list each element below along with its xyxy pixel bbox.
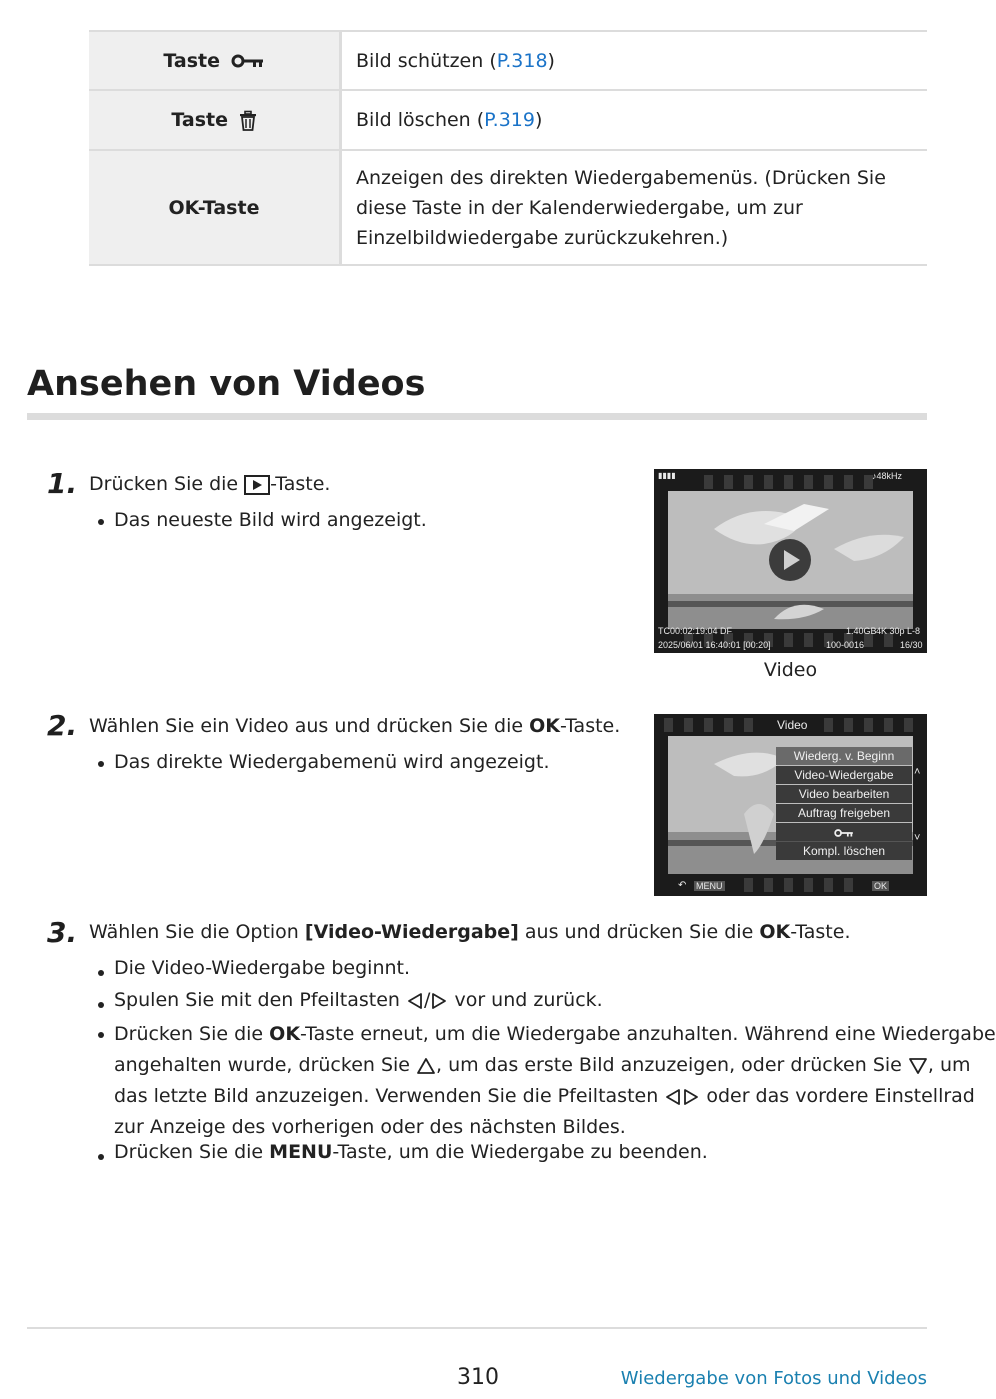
key-label: OK — [168, 196, 198, 219]
step-text-pre: Wählen Sie die Option — [89, 921, 305, 943]
chapter-title-link[interactable]: Wiedergabe von Fotos und Videos — [620, 1368, 927, 1389]
step-text-post: -Taste. — [559, 715, 621, 737]
menu-item[interactable]: Video-Wiedergabe — [776, 766, 912, 784]
bullet-text: vor und zurück. — [448, 989, 603, 1011]
step-text — [89, 921, 850, 943]
timecode: TC00:02:19:04 DF — [658, 626, 733, 636]
option-label: [Video-Wiedergabe] — [304, 921, 519, 943]
table-row — [89, 90, 927, 150]
table-row — [89, 31, 927, 90]
file-number: 100-0016 — [826, 640, 865, 650]
key-function-table — [89, 30, 927, 266]
audio-indicator: ♪48kHz — [872, 471, 903, 481]
bullet-text: , um — [927, 1054, 971, 1076]
page-number: 310 — [457, 1365, 499, 1390]
frame-count: 16/30 — [900, 640, 923, 650]
key-cell — [89, 150, 341, 265]
bullet-text: Spulen Sie mit den Pfeiltasten — [114, 989, 406, 1011]
right-arrow-icon — [682, 1088, 700, 1106]
battery-indicator: ▮▮▮▮ — [658, 471, 676, 480]
step-text-mid: aus und drücken Sie die — [518, 921, 760, 943]
step-text-post: -Taste. — [790, 921, 851, 943]
list-item: Das direkte Wiedergabemenü wird angezeigt. — [94, 747, 549, 778]
menu-item-protect[interactable] — [776, 823, 912, 841]
scroll-up-icon: ˄ — [914, 766, 921, 778]
desc-tail: ) — [547, 49, 555, 72]
desc-cell — [341, 31, 928, 90]
step-text-pre: Drücken Sie die — [89, 473, 245, 495]
bullet-text: -Taste, um die Wiedergabe zu beenden. — [332, 1141, 708, 1163]
key-cell — [89, 31, 341, 90]
list-item: Das neueste Bild wird angezeigt. — [94, 505, 427, 536]
desc-text: Bild löschen ( — [356, 109, 485, 131]
left-arrow-icon — [406, 992, 424, 1010]
left-arrow-icon — [664, 1088, 682, 1106]
bullet-line — [114, 1019, 996, 1050]
step-number: 1. — [47, 467, 78, 500]
bullet-line — [114, 1081, 996, 1112]
ok-key-label: OK — [529, 715, 560, 737]
scroll-down-icon: ˅ — [914, 832, 921, 844]
bullet-text: das letzte Bild anzuzeigen. Verwenden Sie die Pfeiltasten — [114, 1085, 665, 1107]
date-time: 2025/06/01 16:40:01 [00:20] — [658, 640, 771, 650]
menu-button-hint: MENU — [696, 881, 723, 891]
step-text-pre: Wählen Sie ein Video aus und drücken Sie die — [89, 715, 530, 737]
list-item: Die Video-Wiedergabe beginnt. — [94, 957, 410, 979]
trash-icon — [239, 111, 257, 131]
down-arrow-icon — [908, 1057, 928, 1075]
table-row — [89, 150, 927, 265]
menu-title: Video — [777, 718, 808, 732]
bullet-text: -Taste erneut, um die Wiedergabe anzuhalten. Während eine Wiedergabe — [300, 1023, 996, 1045]
step-number: 2. — [47, 709, 78, 742]
key-protect-icon — [231, 53, 265, 69]
screen-caption: Video — [763, 659, 818, 681]
menu-key-label: MENU — [269, 1141, 333, 1163]
back-icon: ↶ — [678, 880, 687, 891]
bullet-text: oder das vordere Einstellrad — [700, 1085, 975, 1107]
key-label: Taste — [171, 109, 228, 131]
file-size: 1.40GB — [846, 626, 877, 636]
step-text — [89, 715, 620, 737]
list-item — [94, 989, 603, 1011]
step-text-post: -Taste. — [270, 473, 331, 495]
step-bullets — [94, 505, 427, 536]
playback-icon — [244, 475, 270, 495]
desc-cell: Anzeigen des direkten Wiedergabemenüs. (Drücken Sie diese Taste in der Kalenderwiedergabe, um zur Einzelbildwiedergabe zurückzukehren.) — [341, 150, 928, 265]
desc-text: Bild schützen ( — [356, 49, 497, 72]
camera-video-screen — [654, 469, 927, 653]
ok-key-label: OK — [759, 921, 791, 943]
video-format: 4K 30p L-8 — [876, 626, 921, 636]
separator: / — [424, 989, 431, 1011]
menu-item[interactable]: Wiederg. v. Beginn — [776, 747, 912, 765]
page-ref-link[interactable]: P.318 — [496, 49, 548, 72]
menu-item[interactable]: Kompl. löschen — [776, 842, 912, 860]
list-item — [94, 1019, 996, 1143]
list-item — [94, 1141, 708, 1163]
key-cell — [89, 90, 341, 150]
bullet-text: , um das erste Bild anzuzeigen, oder drücken Sie — [436, 1054, 908, 1076]
camera-menu-screen — [654, 714, 927, 896]
desc-cell — [341, 90, 928, 150]
key-label: Taste — [163, 49, 220, 72]
step-text — [89, 473, 330, 495]
up-arrow-icon — [416, 1057, 436, 1075]
menu-item[interactable]: Auftrag freigeben — [776, 804, 912, 822]
bullet-line: zur Anzeige des vorherigen oder des nächsten Bildes. — [114, 1116, 626, 1138]
bullet-text: angehalten wurde, drücken Sie — [114, 1054, 417, 1076]
menu-item[interactable]: Video bearbeiten — [776, 785, 912, 803]
ok-button-hint: OK — [874, 881, 888, 891]
desc-tail: ) — [534, 109, 543, 131]
section-heading: Ansehen von Videos — [27, 364, 426, 404]
bullet-text: Drücken Sie die — [114, 1141, 270, 1163]
key-protect-icon — [834, 828, 854, 838]
step-number: 3. — [47, 916, 78, 949]
key-suffix: -Taste — [197, 196, 260, 219]
bullet-text: Drücken Sie die — [114, 1023, 270, 1045]
ok-key-label: OK — [269, 1023, 301, 1045]
page-ref-link[interactable]: P.319 — [484, 109, 535, 131]
footer-rule — [27, 1327, 927, 1329]
right-arrow-icon — [430, 992, 448, 1010]
step-bullets — [94, 747, 549, 778]
bullet-line — [114, 1050, 996, 1081]
heading-underline — [27, 413, 927, 420]
playback-menu — [776, 747, 912, 861]
